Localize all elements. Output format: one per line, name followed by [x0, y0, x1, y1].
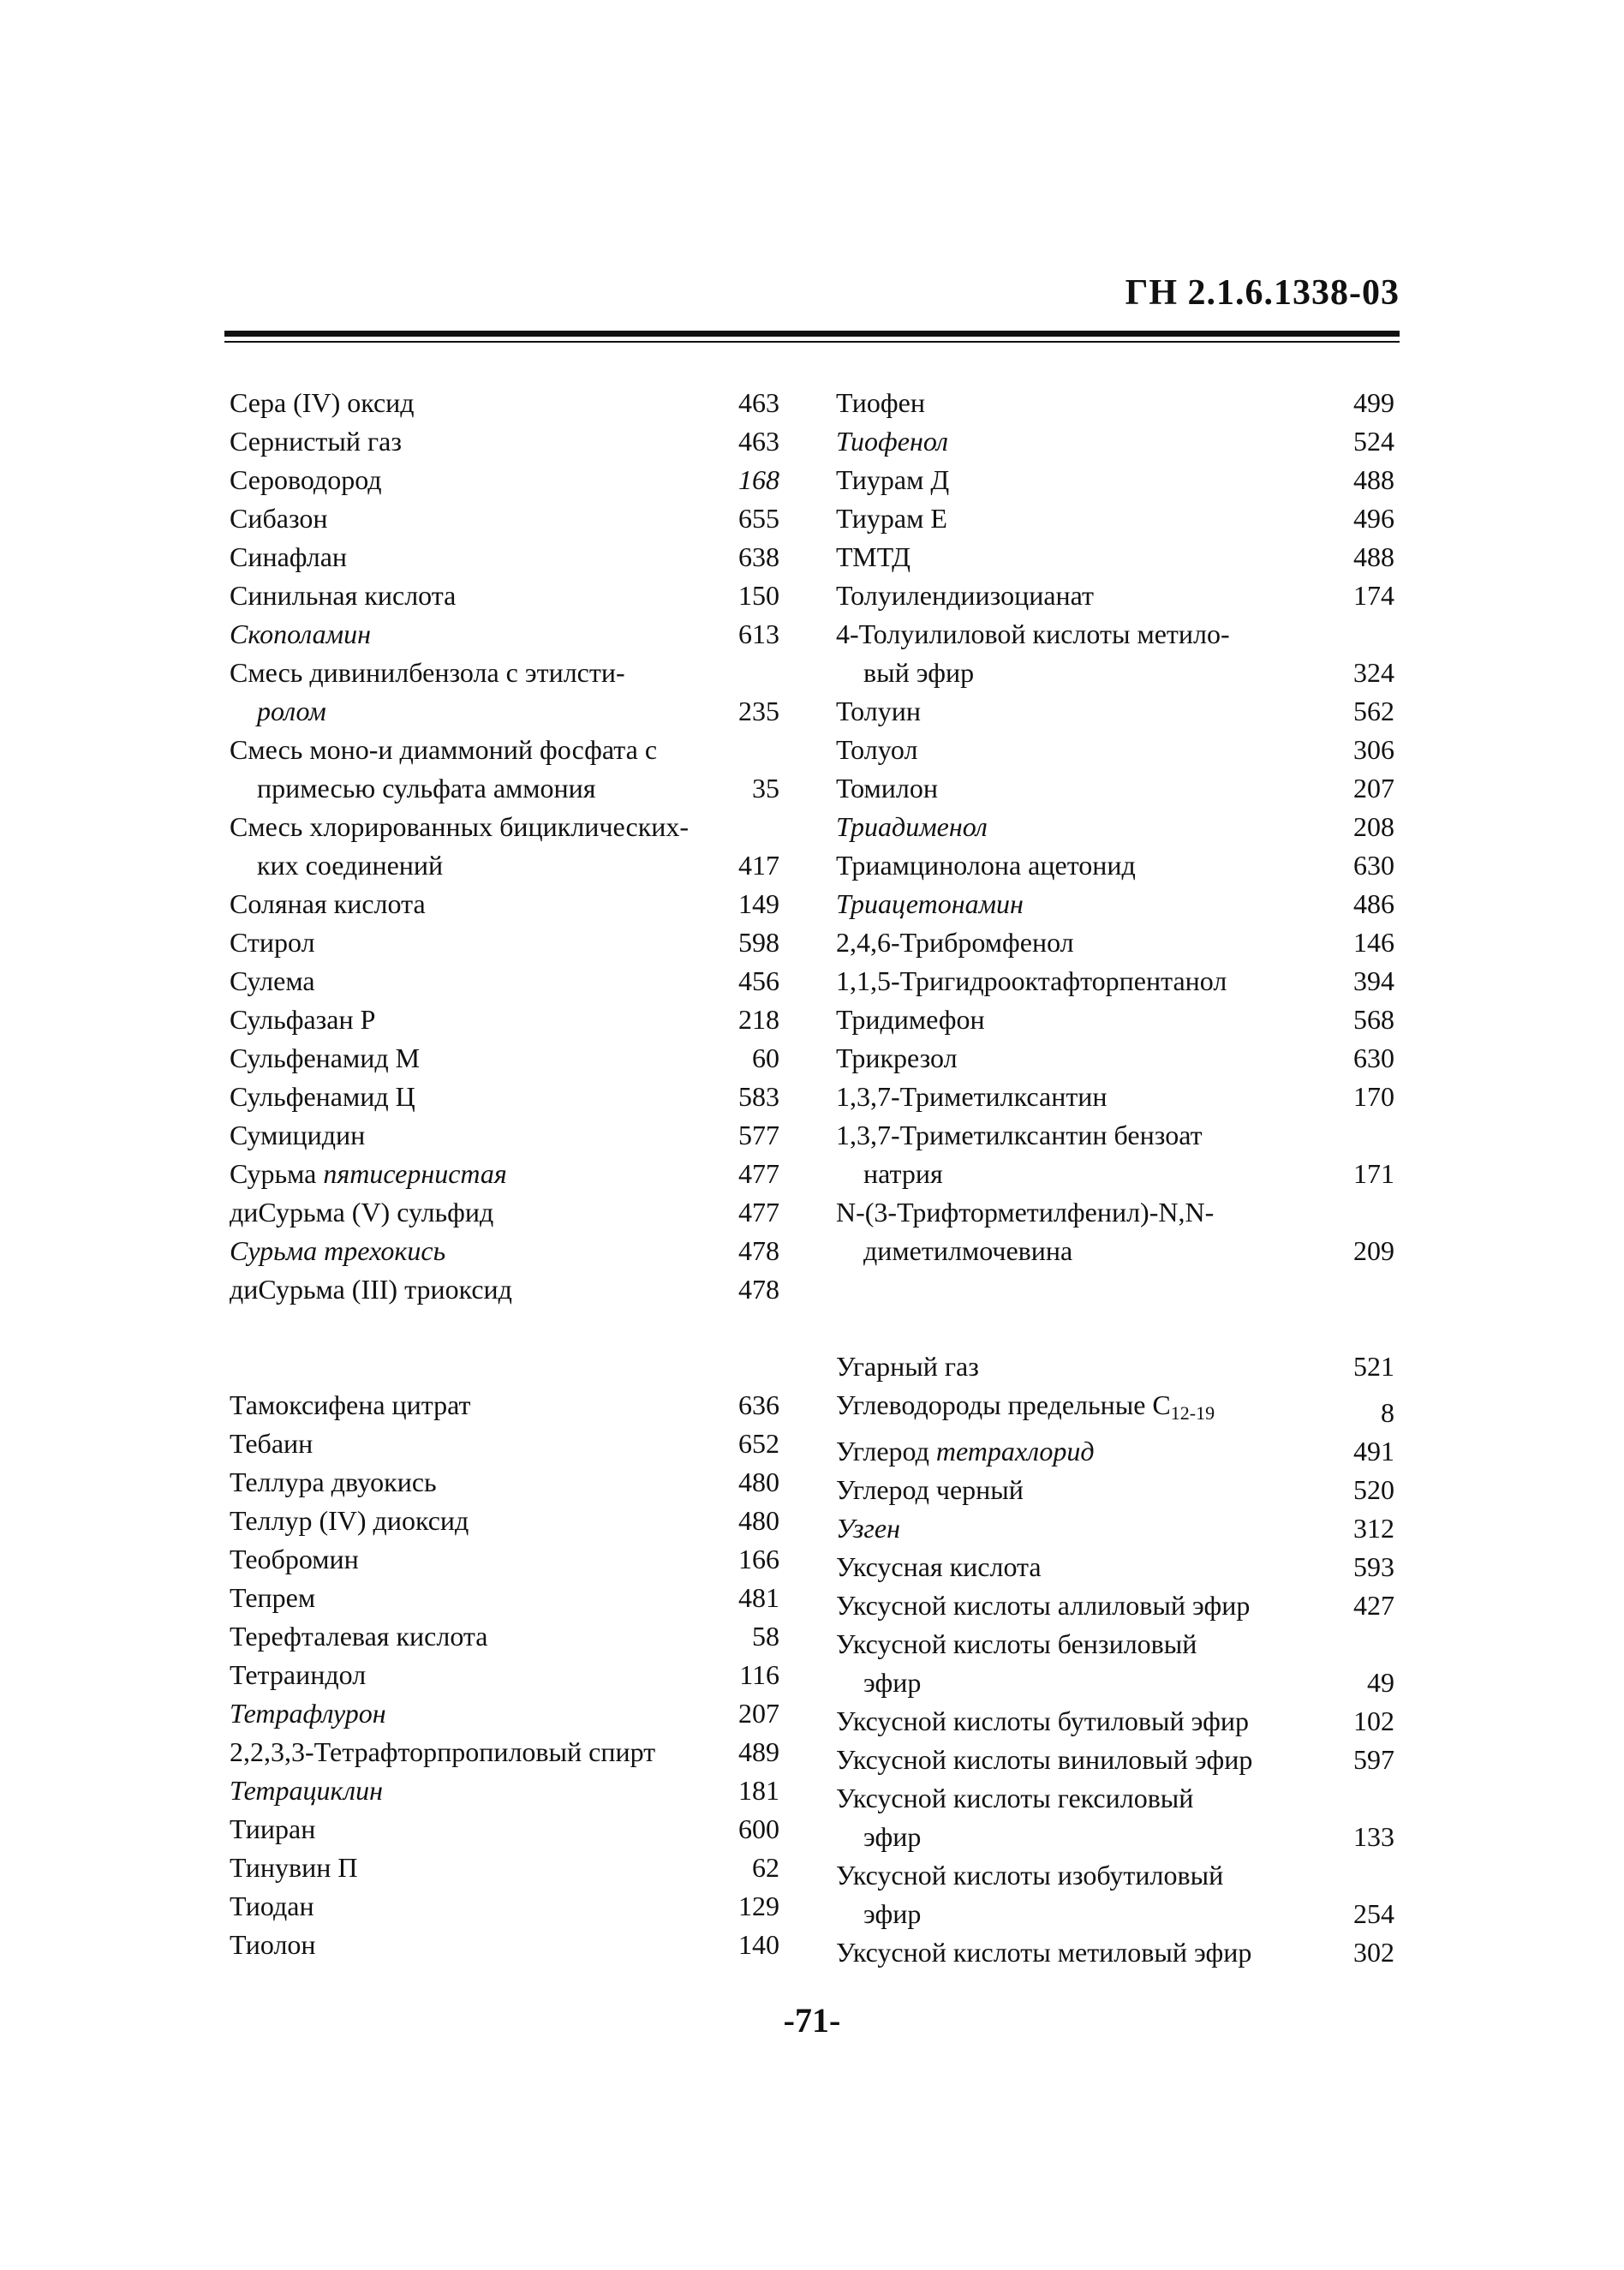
index-entry: [230, 1502, 779, 1540]
entry-page: 417: [738, 850, 779, 881]
index-entry: [230, 1656, 779, 1694]
entry-page: 171: [1353, 1158, 1394, 1189]
entry-page: 499: [1353, 387, 1394, 418]
entry-page: 520: [1353, 1474, 1394, 1505]
entry-name: Уксусной кислоты аллиловый эфир: [836, 1590, 1251, 1621]
entry-page: 489: [738, 1736, 779, 1767]
index-entry: [836, 1741, 1394, 1779]
entry-page: 166: [738, 1544, 779, 1574]
index-entry: [836, 538, 1394, 576]
entry-name: Толуол: [836, 734, 918, 765]
entry-page: 209: [1353, 1235, 1394, 1266]
entry-name: Тинувин П: [230, 1852, 358, 1883]
index-entry: [230, 615, 779, 654]
entry-name: Тиодан: [230, 1891, 314, 1921]
entry-name: Тиурам Е: [836, 503, 947, 534]
index-entry: [836, 615, 1394, 692]
entry-page: 140: [738, 1929, 779, 1960]
entry-page: 613: [738, 618, 779, 649]
index-entry: [230, 1694, 779, 1733]
index-entry: [230, 1771, 779, 1810]
index-entry: [836, 1933, 1394, 1972]
entry-name: 1,3,7-Триметилксантин бензоат натрия: [836, 1120, 1203, 1189]
index-entry: [230, 1116, 779, 1155]
entry-page: 129: [738, 1891, 779, 1921]
entry-page: 208: [1353, 811, 1394, 842]
header-rule-thick: [224, 331, 1400, 337]
entry-page: 521: [1353, 1351, 1394, 1382]
index-entry: [836, 461, 1394, 499]
entry-name: Триацетонамин: [836, 888, 1024, 919]
index-entry: [836, 576, 1394, 615]
entry-name: Узген: [836, 1513, 900, 1544]
entry-name: Скополамин: [230, 618, 371, 649]
entry-page: 149: [738, 888, 779, 919]
entry-name: Сульфазан Р: [230, 1004, 376, 1035]
index-entry: [836, 962, 1394, 1001]
entry-name: Теллур (IV) диоксид: [230, 1505, 469, 1536]
entry-name: Уксусной кислоты бензиловый эфир: [836, 1628, 1197, 1698]
entry-page: 593: [1353, 1551, 1394, 1582]
index-entry: [836, 1078, 1394, 1116]
index-entry: [836, 1039, 1394, 1078]
entry-name: Тиурам Д: [836, 464, 950, 495]
entry-page: 491: [1353, 1436, 1394, 1467]
entry-page: 568: [1353, 1004, 1394, 1035]
entry-page: 496: [1353, 503, 1394, 534]
index-entry: [230, 576, 779, 615]
entry-page: 312: [1353, 1513, 1394, 1544]
entry-name: Смесь хлорированных бициклических- ких соединений: [230, 811, 690, 881]
entry-name: Теллура двуокись: [230, 1467, 437, 1497]
entry-name: Углерод тетрахлорид: [836, 1436, 1095, 1467]
entry-page: 254: [1353, 1898, 1394, 1929]
entry-name: Уксусной кислоты виниловый эфир: [836, 1744, 1253, 1775]
entry-name: Сульфенамид Ц: [230, 1081, 415, 1112]
entry-name: Сулема: [230, 965, 315, 996]
page-number: -71-: [783, 2001, 841, 2040]
index-entry: [230, 1540, 779, 1579]
entry-name: Тииран: [230, 1813, 316, 1844]
index-entry: [836, 1702, 1394, 1741]
header-rule-thin: [224, 341, 1400, 343]
entry-page: 207: [738, 1698, 779, 1729]
index-entry: [230, 1733, 779, 1771]
index-entry: [230, 1887, 779, 1926]
entry-name: Углеводороды предельные $C_{12-19}$: [836, 1389, 1215, 1424]
index-entry: [836, 1586, 1394, 1625]
index-entry: [836, 1432, 1394, 1471]
entry-name: Триамцинолона ацетонид: [836, 850, 1136, 881]
entry-name: Уксусной кислоты метиловый эфир: [836, 1937, 1252, 1968]
entry-name: Тепрем: [230, 1582, 316, 1613]
entry-name: Сероводород: [230, 464, 382, 495]
index-entry: [836, 1471, 1394, 1509]
index-entry: [836, 1347, 1394, 1386]
entry-name: Синильная кислота: [230, 580, 457, 611]
entry-name: 4-Толуилиловой кислоты метило- вый эфир: [836, 618, 1230, 688]
index-entry: [230, 1425, 779, 1463]
entry-page: 174: [1353, 580, 1394, 611]
entry-page: 488: [1353, 464, 1394, 495]
entry-page: 150: [738, 580, 779, 611]
entry-name: Сульфенамид М: [230, 1042, 421, 1073]
entry-name: Угарный газ: [836, 1351, 979, 1382]
index-entry: [230, 1193, 779, 1232]
entry-page: 62: [752, 1852, 779, 1883]
entry-page: 207: [1353, 773, 1394, 803]
entry-page: 302: [1353, 1937, 1394, 1968]
entry-name: Синафлан: [230, 541, 348, 572]
entry-page: 480: [738, 1467, 779, 1497]
entry-name: Сурьма пятисернистая: [230, 1158, 507, 1189]
entry-page: 306: [1353, 734, 1394, 765]
entry-name: Томилон: [836, 773, 938, 803]
index-entry: [836, 422, 1394, 461]
entry-page: 218: [738, 1004, 779, 1035]
entry-name: Трикрезол: [836, 1042, 958, 1073]
entry-name: Сумицидин: [230, 1120, 366, 1150]
entry-page: 456: [738, 965, 779, 996]
entry-page: 477: [738, 1158, 779, 1189]
entry-page: 58: [752, 1621, 779, 1652]
index-entry: [836, 846, 1394, 885]
index-entry: [230, 1463, 779, 1502]
index-entry: [230, 1270, 779, 1309]
entry-name: Сибазон: [230, 503, 328, 534]
index-entry: [230, 538, 779, 576]
entry-name: Толуин: [836, 696, 921, 726]
entry-name: диСурьма (III) триоксид: [230, 1274, 512, 1305]
entry-name: Теобромин: [230, 1544, 359, 1574]
entry-page: 463: [738, 426, 779, 457]
entry-page: 630: [1353, 1042, 1394, 1073]
index-entry: [836, 1116, 1394, 1193]
entry-page: 636: [738, 1389, 779, 1420]
entry-name: диСурьма (V) сульфид: [230, 1197, 494, 1228]
entry-page: 478: [738, 1274, 779, 1305]
index-entry: [836, 499, 1394, 538]
entry-page: 235: [738, 696, 779, 726]
entry-page: 133: [1353, 1821, 1394, 1852]
entry-name: Уксусной кислоты гексиловый эфир: [836, 1783, 1194, 1852]
entry-name: Смесь моно-и диаммоний фосфата с примесью сульфата аммония: [230, 734, 658, 803]
entry-page: 481: [738, 1582, 779, 1613]
entry-page: 463: [738, 387, 779, 418]
entry-page: 655: [738, 503, 779, 534]
index-entry: [836, 384, 1394, 422]
index-entry: [230, 1617, 779, 1656]
entry-name: 1,1,5-Тригидрооктафторпентанол: [836, 965, 1227, 996]
index-entry: [230, 962, 779, 1001]
entry-page: 652: [738, 1428, 779, 1459]
index-entry: [230, 885, 779, 923]
index-entry: [230, 731, 779, 808]
index-entry: [836, 1548, 1394, 1586]
entry-name: Сурьма трехокись: [230, 1235, 446, 1266]
entry-name: 2,2,3,3-Тетрафторпропиловый спирт: [230, 1736, 656, 1767]
index-entry: [836, 1386, 1394, 1432]
entry-page: 102: [1353, 1705, 1394, 1736]
entry-name: Уксусной кислоты изобутиловый эфир: [836, 1860, 1224, 1929]
index-entry: [836, 885, 1394, 923]
entry-name: Тетрациклин: [230, 1775, 383, 1806]
entry-name: Углерод черный: [836, 1474, 1024, 1505]
entry-page: 577: [738, 1120, 779, 1150]
index-entry: [230, 654, 779, 731]
entry-page: 597: [1353, 1744, 1394, 1775]
entry-name: Сернистый газ: [230, 426, 402, 457]
entry-page: 116: [739, 1659, 779, 1690]
entry-page: 524: [1353, 426, 1394, 457]
index-entry: [230, 499, 779, 538]
entry-page: 168: [738, 464, 779, 495]
entry-page: 486: [1353, 888, 1394, 919]
entry-name: Сера (IV) оксид: [230, 387, 415, 418]
index-entry: [230, 1386, 779, 1425]
entry-name: Триадименол: [836, 811, 988, 842]
entry-name: Тридимефон: [836, 1004, 985, 1035]
entry-name: Уксусная кислота: [836, 1551, 1042, 1582]
index-column-left: [230, 384, 779, 1964]
entry-page: 394: [1353, 965, 1394, 996]
entry-page: 562: [1353, 696, 1394, 726]
index-entry: [230, 461, 779, 499]
entry-name: Смесь дивинилбензола с этилсти- ролом: [230, 657, 625, 726]
entry-page: 477: [738, 1197, 779, 1228]
entry-name: Стирол: [230, 927, 315, 958]
index-entry: [230, 1001, 779, 1039]
entry-name: Тиофен: [836, 387, 925, 418]
index-entry: [230, 1078, 779, 1116]
entry-page: 427: [1353, 1590, 1394, 1621]
index-entry: [230, 808, 779, 885]
index-entry: [836, 923, 1394, 962]
entry-page: 598: [738, 927, 779, 958]
entry-name: Тетрафлурон: [230, 1698, 386, 1729]
index-entry: [230, 1810, 779, 1849]
index-entry: [836, 1001, 1394, 1039]
section-gap: [230, 1309, 779, 1347]
index-entry: [836, 1625, 1394, 1702]
index-entry: [836, 1779, 1394, 1856]
index-entry: [836, 808, 1394, 846]
entry-name: Соляная кислота: [230, 888, 426, 919]
entry-name: Тиофенол: [836, 426, 948, 457]
index-entry: [836, 731, 1394, 769]
entry-page: 478: [738, 1235, 779, 1266]
section-gap: [836, 1309, 1394, 1347]
entry-page: 638: [738, 541, 779, 572]
entry-page: 324: [1353, 657, 1394, 688]
entry-page: 583: [738, 1081, 779, 1112]
entry-name: Тамоксифена цитрат: [230, 1389, 471, 1420]
entry-name: Тебаин: [230, 1428, 313, 1459]
document-code: ГН 2.1.6.1338-03: [1125, 273, 1400, 313]
entry-name: Уксусной кислоты бутиловый эфир: [836, 1705, 1250, 1736]
index-entry: [230, 384, 779, 422]
entry-page: 35: [752, 773, 779, 803]
index-entry: [230, 1155, 779, 1193]
entry-page: 146: [1353, 927, 1394, 958]
entry-name: 2,4,6-Трибромфенол: [836, 927, 1074, 958]
entry-name: Толуилендиизоцианат: [836, 580, 1095, 611]
entry-page: 60: [752, 1042, 779, 1073]
entry-name: Тетраиндол: [230, 1659, 367, 1690]
entry-page: 630: [1353, 850, 1394, 881]
entry-name: ТМТД: [836, 541, 911, 572]
entry-page: 170: [1353, 1081, 1394, 1112]
index-entry: [836, 1856, 1394, 1933]
index-entry: [836, 692, 1394, 731]
index-entry: [230, 1232, 779, 1270]
index-entry: [836, 1509, 1394, 1548]
index-entry: [836, 769, 1394, 808]
entry-page: 480: [738, 1505, 779, 1536]
entry-page: 8: [1381, 1397, 1394, 1428]
entry-page: 49: [1367, 1667, 1394, 1698]
index-entry: [230, 923, 779, 962]
index-entry: [230, 1039, 779, 1078]
index-entry: [230, 1849, 779, 1887]
entry-name: N-(3-Трифторметилфенил)-N,N- диметилмочевина: [836, 1197, 1215, 1266]
entry-page: 181: [738, 1775, 779, 1806]
entry-name: 1,3,7-Триметилксантин: [836, 1081, 1108, 1112]
entry-page: 488: [1353, 541, 1394, 572]
entry-name: Терефталевая кислота: [230, 1621, 488, 1652]
index-column-right: [836, 384, 1394, 1972]
index-entry: [230, 422, 779, 461]
entry-name: Тиолон: [230, 1929, 316, 1960]
index-entry: [230, 1926, 779, 1964]
index-entry: [230, 1579, 779, 1617]
section-gap: [230, 1347, 779, 1386]
entry-page: 600: [738, 1813, 779, 1844]
section-gap: [836, 1270, 1394, 1309]
index-entry: [836, 1193, 1394, 1270]
